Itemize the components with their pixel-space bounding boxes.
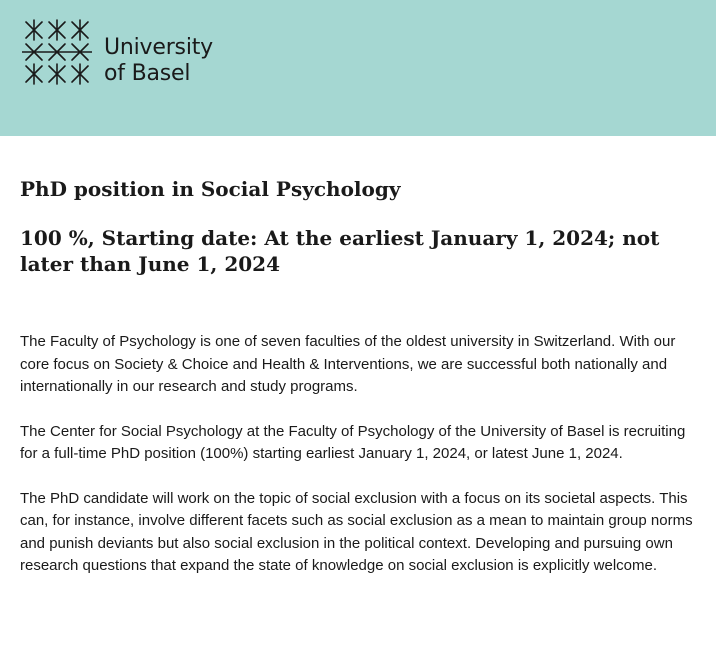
faculty-description: The Faculty of Psychology is one of seven faculties of the oldest university in Switzerland. With our core focus on Society & Choice and Health & Interventions, we are successful both nationally and internationally in our research and study programs. [20,333,676,395]
job-posting [20,170,696,578]
university-logo-text[interactable] [104,35,213,87]
university-logo-icon[interactable] [22,18,92,86]
page-header [0,0,716,136]
page-title: PhD position in Social Psychology [20,177,401,201]
position-description: The Center for Social Psychology at the Faculty of Psychology of the University of Basel is recruiting for a full-time PhD position (100%) starting earliest January 1, 2024, or latest June 1, 2024. [20,422,686,462]
research-topic-description: The PhD candidate will work on the topic of social exclusion with a focus on its societal aspects. This can, for instance, involve different facets such as social exclusion as a mean to maintain group norms and punish deviants but also social exclusion in the political context. Developing and pursuing own research questions that expand the state of knowledge on social exclusion is explicitly welcome. [20,489,693,574]
logo-line-1: University [104,35,213,60]
position-details: 100 %, Starting date: At the earliest January 1, 2024; not later than June 1, 2024 [20,226,660,276]
logo-line-2: of Basel [104,61,191,86]
